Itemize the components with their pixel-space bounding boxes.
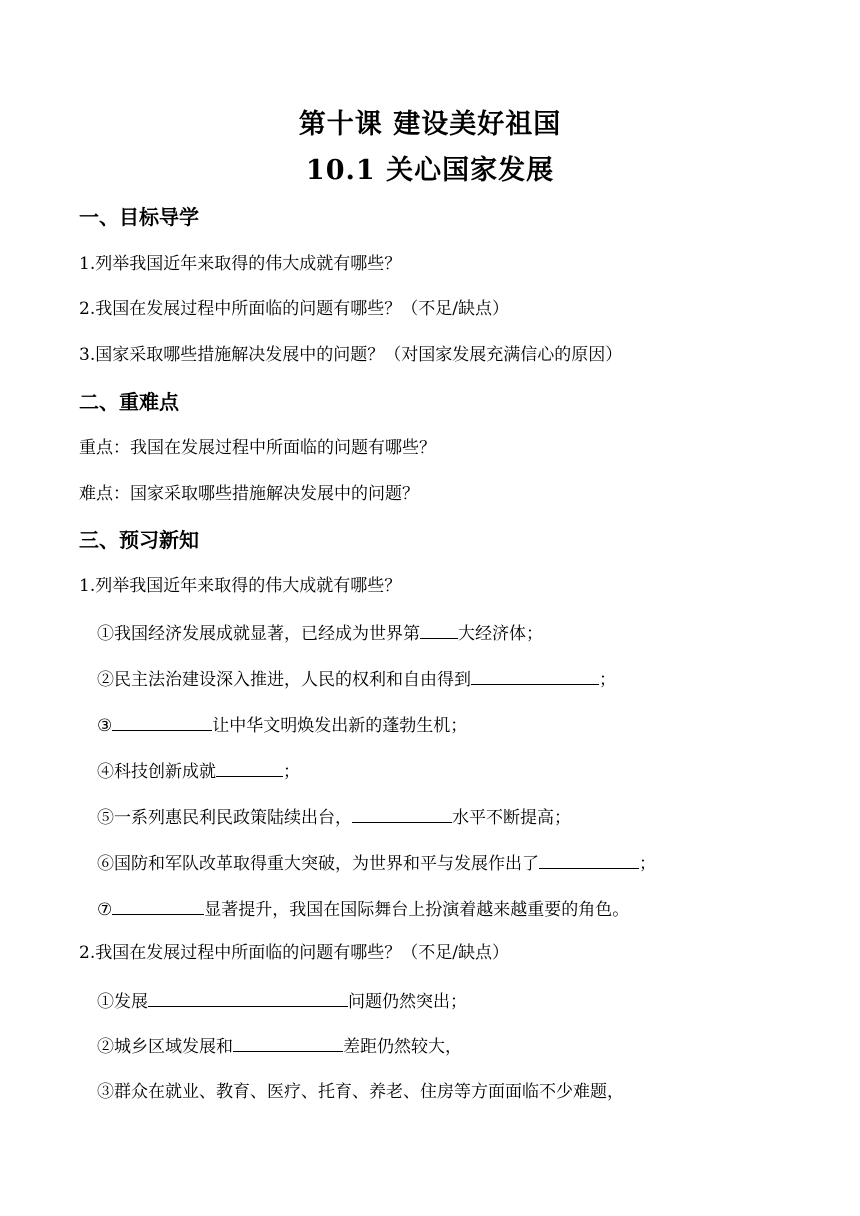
achievement-item [97,850,656,876]
item-text: ①我国经济发展成就显著，已经成为世界第 [97,624,420,644]
item-text: ⑦ [97,900,113,920]
item-text: 水平不断提高； [452,808,571,828]
item-text: 显著提升，我国在国际舞台上扮演着越来越重要的角色。 [204,900,630,920]
achievement-item [97,804,571,830]
goal-item: 1.列举我国近年来取得的伟大成就有哪些？ [79,254,402,274]
item-text: ②民主法治建设深入推进，人民的权利和自由得到 [97,670,471,690]
lesson-title: 第十课 建设美好祖国 [298,109,562,140]
fill-blank[interactable] [148,988,348,1007]
fill-blank[interactable] [471,666,599,685]
achievement-item [97,620,543,646]
item-text: ③ [97,716,113,736]
achievement-item [97,712,467,738]
item-text: ； [639,854,656,874]
key-point-item: 难点：国家采取哪些措施解决发展中的问题？ [79,484,419,504]
key-point-item: 重点：我国在发展过程中所面临的问题有哪些？ [79,438,436,458]
fill-blank[interactable] [352,804,452,823]
question-2: 2.我国在发展过程中所面临的问题有哪些？（不足/缺点） [79,943,509,963]
goal-item: 2.我国在发展过程中所面临的问题有哪些？（不足/缺点） [79,299,509,319]
section-heading-goals: 一、目标导学 [79,205,199,229]
section-heading-preview: 三、预习新知 [79,528,199,552]
item-text: ⑤一系列惠民利民政策陆续出台， [97,808,352,828]
fill-blank[interactable] [420,620,458,639]
fill-blank[interactable] [216,758,283,777]
fill-blank[interactable] [112,712,212,731]
item-text: 让中华文明焕发出新的蓬勃生机； [212,716,468,736]
item-text: 问题仍然突出； [348,992,467,1012]
achievement-item [97,896,629,922]
item-text: ④科技创新成就 [97,762,216,782]
problem-item [97,988,467,1014]
fill-blank[interactable] [112,896,204,915]
fill-blank[interactable] [539,850,639,869]
item-text: ①发展 [97,992,148,1012]
achievement-item [97,666,616,692]
question-1: 1.列举我国近年来取得的伟大成就有哪些？ [79,576,402,596]
problem-item: ③群众在就业、教育、医疗、托育、养老、住房等方面面临不少难题， [97,1082,624,1102]
fill-blank[interactable] [233,1033,343,1052]
item-text: ； [599,670,616,690]
lesson-subtitle: 10.1 关心国家发展 [305,155,555,186]
problem-item [97,1033,462,1059]
goal-item: 3.国家采取哪些措施解决发展中的问题？（对国家发展充满信心的原因） [79,345,623,365]
section-heading-key-points: 二、重难点 [79,390,179,414]
achievement-item [97,758,300,784]
item-text: ②城乡区域发展和 [97,1037,233,1057]
item-text: 差距仍然较大， [343,1037,462,1057]
item-text: ； [283,762,300,782]
item-text: ⑥国防和军队改革取得重大突破，为世界和平与发展作出了 [97,854,539,874]
item-text: 大经济体； [458,624,543,644]
